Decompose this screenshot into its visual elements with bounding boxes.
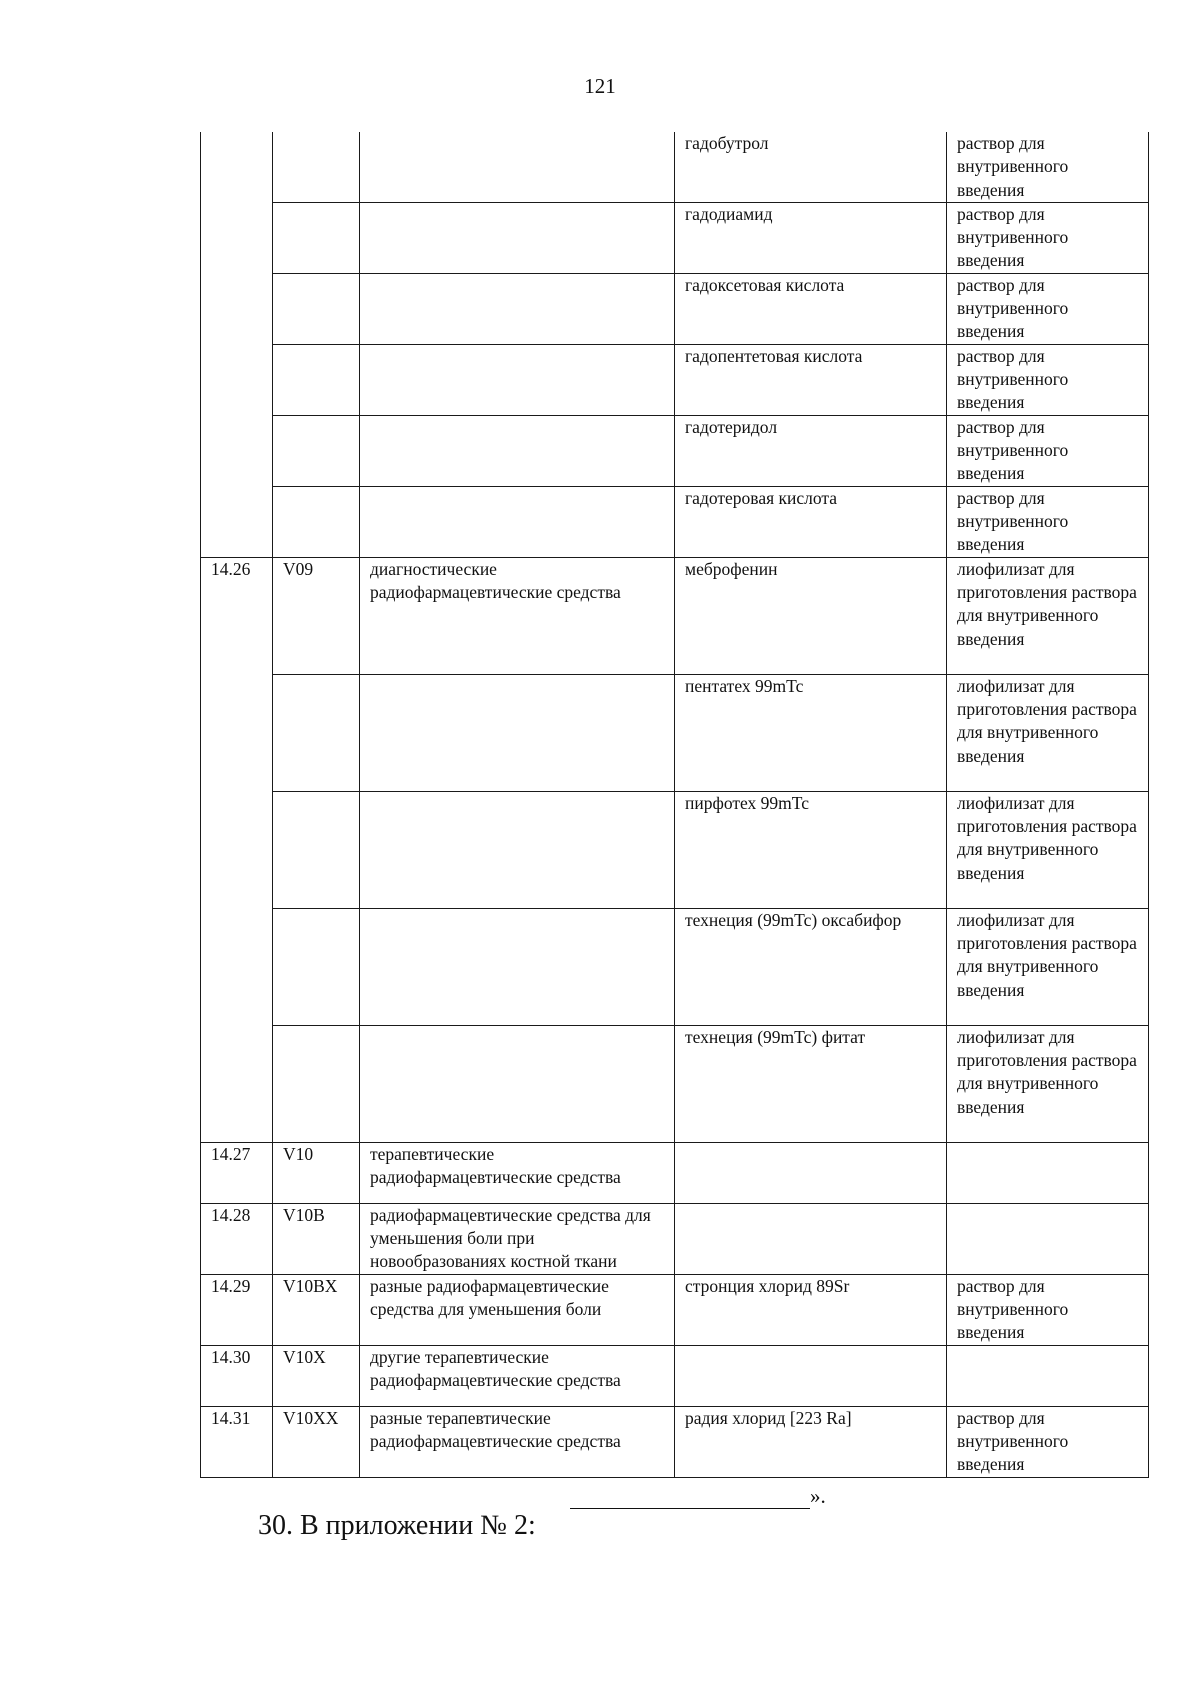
cell-form: раствор для внутривенного введения: [947, 344, 1149, 415]
table-row: [201, 1345, 1149, 1406]
cell-group: [360, 791, 675, 908]
cell-form: [947, 1203, 1149, 1274]
cell-group: [360, 908, 675, 1025]
table-row: [201, 132, 1149, 202]
table-row: [201, 1274, 1149, 1345]
cell-drug: радия хлорид [223 Ra]: [675, 1406, 947, 1477]
cell-group: разные терапевтические радиофармацевтические средства: [360, 1406, 675, 1477]
cell-atc-code: [273, 674, 360, 791]
cell-drug: пирфотех 99mTc: [675, 791, 947, 908]
table-row: [201, 791, 1149, 908]
table-row: [201, 344, 1149, 415]
cell-group: [360, 415, 675, 486]
drug-table-body: [201, 132, 1149, 1477]
cell-group: [360, 132, 675, 202]
cell-atc-code: [273, 415, 360, 486]
table-row: [201, 908, 1149, 1025]
cell-form: лиофилизат для приготовления раствора для внутривенного введения: [947, 557, 1149, 674]
cell-drug: гадодиамид: [675, 202, 947, 273]
cell-atc-code: [273, 344, 360, 415]
cell-drug: [675, 1203, 947, 1274]
cell-form: раствор для внутривенного введения: [947, 1406, 1149, 1477]
cell-group: [360, 202, 675, 273]
table-row: [201, 557, 1149, 674]
cell-atc-code: V10BX: [273, 1274, 360, 1345]
cell-drug: [675, 1142, 947, 1203]
cell-form: раствор для внутривенного введения: [947, 132, 1149, 202]
page-number: 121: [584, 74, 616, 98]
cell-drug: технеция (99mTc) оксабифор: [675, 908, 947, 1025]
cell-atc-code: [273, 791, 360, 908]
cell-group: [360, 1025, 675, 1142]
cell-atc-code: V10: [273, 1142, 360, 1203]
closing-mark: [570, 1484, 826, 1509]
cell-form: [947, 1142, 1149, 1203]
cell-drug: гадопентетовая кислота: [675, 344, 947, 415]
cell-group: радиофармацевтические средства для уменьшения боли при новообразованиях костной ткани: [360, 1203, 675, 1274]
signature-line: [570, 1484, 810, 1509]
cell-form: лиофилизат для приготовления раствора для внутривенного введения: [947, 908, 1149, 1025]
cell-atc-code: [273, 1025, 360, 1142]
cell-atc-code: V09: [273, 557, 360, 674]
table-row: [201, 1025, 1149, 1142]
table-row: [201, 486, 1149, 557]
cell-atc-code: [273, 273, 360, 344]
cell-drug: меброфенин: [675, 557, 947, 674]
cell-group: терапевтические радиофармацевтические средства: [360, 1142, 675, 1203]
cell-form: лиофилизат для приготовления раствора для внутривенного введения: [947, 1025, 1149, 1142]
cell-number: 14.27: [201, 1142, 273, 1203]
table-row: [201, 674, 1149, 791]
cell-group: [360, 486, 675, 557]
cell-form: лиофилизат для приготовления раствора для внутривенного введения: [947, 791, 1149, 908]
cell-drug: гадотеровая кислота: [675, 486, 947, 557]
cell-form: раствор для внутривенного введения: [947, 415, 1149, 486]
table-row: [201, 202, 1149, 273]
cell-atc-code: V10X: [273, 1345, 360, 1406]
cell-number: 14.29: [201, 1274, 273, 1345]
cell-number: [201, 132, 273, 557]
cell-form: лиофилизат для приготовления раствора для внутривенного введения: [947, 674, 1149, 791]
cell-drug: стронция хлорид 89Sr: [675, 1274, 947, 1345]
section-heading: 30. В приложении № 2:: [258, 1510, 536, 1541]
cell-atc-code: V10XX: [273, 1406, 360, 1477]
cell-group: [360, 674, 675, 791]
table-row: [201, 1142, 1149, 1203]
cell-drug: гадобутрол: [675, 132, 947, 202]
cell-number: 14.31: [201, 1406, 273, 1477]
table-row: [201, 1406, 1149, 1477]
cell-form: [947, 1345, 1149, 1406]
cell-group: [360, 273, 675, 344]
cell-drug: гадотеридол: [675, 415, 947, 486]
cell-drug: технеция (99mTc) фитат: [675, 1025, 947, 1142]
cell-atc-code: [273, 908, 360, 1025]
cell-group: [360, 344, 675, 415]
cell-atc-code: [273, 202, 360, 273]
cell-group: разные радиофармацевтические средства для уменьшения боли: [360, 1274, 675, 1345]
cell-drug: гадоксетовая кислота: [675, 273, 947, 344]
cell-drug: пентатех 99mTc: [675, 674, 947, 791]
table-row: [201, 1203, 1149, 1274]
table-row: [201, 273, 1149, 344]
cell-group: другие терапевтические радиофармацевтические средства: [360, 1345, 675, 1406]
cell-form: раствор для внутривенного введения: [947, 1274, 1149, 1345]
cell-atc-code: V10B: [273, 1203, 360, 1274]
cell-form: раствор для внутривенного введения: [947, 202, 1149, 273]
cell-number: 14.26: [201, 557, 273, 1142]
drug-table: [200, 132, 1149, 1478]
closing-quote: ».: [810, 1484, 826, 1508]
cell-form: раствор для внутривенного введения: [947, 273, 1149, 344]
cell-atc-code: [273, 486, 360, 557]
cell-form: раствор для внутривенного введения: [947, 486, 1149, 557]
cell-number: 14.30: [201, 1345, 273, 1406]
cell-number: 14.28: [201, 1203, 273, 1274]
cell-group: диагностические радиофармацевтические средства: [360, 557, 675, 674]
cell-drug: [675, 1345, 947, 1406]
table-row: [201, 415, 1149, 486]
cell-atc-code: [273, 132, 360, 202]
